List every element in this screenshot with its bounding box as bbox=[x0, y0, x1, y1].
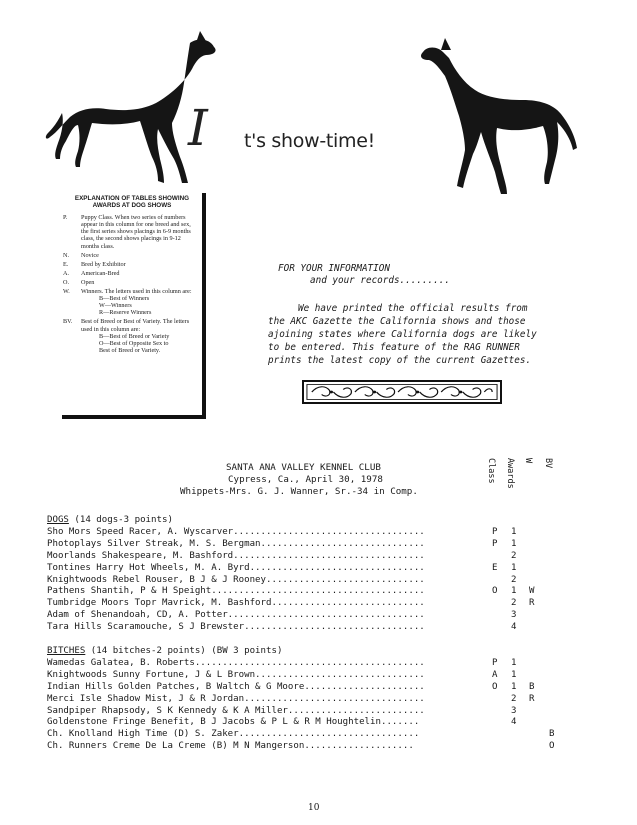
award-cell: 1 bbox=[511, 681, 517, 692]
award-cell: 3 bbox=[511, 610, 517, 621]
result-row bbox=[47, 551, 567, 563]
dog-entry: Sho Mors Speed Racer, A. Wyscarver................................... bbox=[47, 527, 425, 537]
award-cell: 1 bbox=[511, 538, 517, 549]
page-number: 10 bbox=[308, 803, 320, 813]
winners-cell: W bbox=[529, 586, 535, 597]
legend-row-n bbox=[62, 252, 202, 259]
legend-desc bbox=[81, 288, 202, 316]
legend-code: A. bbox=[63, 269, 70, 277]
class-cell: P bbox=[492, 658, 498, 669]
award-cell: 4 bbox=[511, 622, 517, 633]
best-of-breed-cell: O bbox=[549, 741, 555, 752]
award-cell: 1 bbox=[511, 586, 517, 597]
dog-entry: Tumbridge Moors Topr Mavrick, M. Bashford............................ bbox=[47, 598, 425, 609]
legend-title-line2: AWARDS AT DOG SHOWS bbox=[92, 202, 172, 210]
info-para-line: We have printed the official results from bbox=[298, 303, 528, 314]
column-w: W bbox=[523, 458, 533, 464]
dogs-list bbox=[47, 527, 567, 634]
results-table bbox=[47, 515, 567, 753]
result-row bbox=[47, 610, 567, 622]
result-row bbox=[47, 539, 567, 551]
legend-title-line1: EXPLANATION OF TABLES SHOWING bbox=[74, 195, 190, 202]
bitches-label: BITCHES bbox=[47, 646, 86, 657]
title-text: t's show-time! bbox=[244, 130, 375, 152]
info-para-line: to be entered. This feature of the RAG RUNNER bbox=[268, 342, 520, 353]
legend-bv-desc: Best of Breed or Best of Variety. The letters used in this column are: bbox=[81, 318, 190, 333]
club-name: SANTA ANA VALLEY KENNEL CLUB bbox=[226, 462, 381, 473]
class-cell: A bbox=[492, 669, 498, 680]
result-row bbox=[47, 575, 567, 587]
show-header bbox=[180, 462, 418, 498]
best-of-breed-cell: B bbox=[549, 729, 555, 740]
dog-entry: Merci Isle Shadow Mist, J & R Jordan................................. bbox=[47, 693, 425, 704]
breed-judge: Whippets-Mrs. G. J. Wanner, Sr.-34 in Comp. bbox=[180, 486, 418, 497]
legend-w-w: W—Winners bbox=[99, 302, 132, 310]
legend-row-o bbox=[62, 279, 202, 286]
dog-entry: Indian Hills Golden Patches, B Waltch & G Moore...................... bbox=[47, 681, 425, 692]
legend-desc: Novice bbox=[81, 251, 99, 259]
legend-code: O. bbox=[63, 278, 70, 286]
column-bv: BV bbox=[543, 458, 553, 469]
award-cell: 1 bbox=[511, 527, 517, 537]
award-cell: 1 bbox=[511, 669, 517, 680]
show-location-date: Cypress, Ca., April 30, 1978 bbox=[228, 474, 383, 485]
result-row bbox=[47, 694, 567, 706]
legend-row-w bbox=[62, 288, 202, 316]
legend-desc: Puppy Class. When two series of numbers appear in this column for one breed and sex, the first series shows placings in 6-9 months class, the second shows placings in 9-12 months class. bbox=[81, 214, 191, 250]
award-cell: 2 bbox=[511, 550, 517, 561]
legend-bv-o2: Best of Breed or Variety. bbox=[99, 346, 161, 354]
award-cell: 2 bbox=[511, 574, 517, 585]
dog-entry: Adam of Shenandoah, CD, A. Potter.................................... bbox=[47, 610, 425, 621]
legend-row-bv bbox=[62, 318, 202, 353]
dog-entry: Knightwoods Rebel Rouser, B J & J Rooney............................. bbox=[47, 574, 425, 585]
class-cell: P bbox=[492, 538, 498, 549]
result-row bbox=[47, 706, 567, 718]
dog-entry: Tara Hills Scaramouche, S J Brewster................................. bbox=[47, 622, 425, 633]
dogs-note: (14 dogs-3 points) bbox=[68, 515, 173, 525]
info-para-line: prints the latest copy of the current Gazettes. bbox=[268, 355, 532, 366]
bitches-list bbox=[47, 658, 567, 753]
result-row bbox=[47, 741, 567, 753]
dog-entry: Goldenstone Fringe Benefit, B J Jacobs & P L & R M Houghtelin....... bbox=[47, 717, 420, 728]
result-row bbox=[47, 717, 567, 729]
column-class: Class bbox=[486, 458, 496, 484]
dog-entry: Moorlands Shakespeare, M. Bashford................................... bbox=[47, 550, 425, 561]
award-cell: 1 bbox=[511, 658, 517, 669]
winners-cell: B bbox=[529, 681, 535, 692]
legend-box bbox=[62, 193, 206, 419]
award-cell: 4 bbox=[511, 717, 517, 728]
title-script-initial: I bbox=[188, 99, 208, 157]
ornamental-divider bbox=[302, 380, 502, 404]
dog-entry: Ch. Runners Creme De La Creme (B) M N Mangerson.................... bbox=[47, 741, 414, 752]
legend-code: N. bbox=[63, 251, 70, 259]
dog-entry: Photoplays Silver Streak, M. S. Bergman.............................. bbox=[47, 538, 425, 549]
result-row bbox=[47, 563, 567, 575]
class-cell: O bbox=[492, 681, 498, 692]
award-cell: 2 bbox=[511, 598, 517, 609]
legend-bv-o1: O—Best of Opposite Sex to bbox=[99, 339, 169, 347]
legend-code: P. bbox=[63, 214, 68, 222]
class-cell: O bbox=[492, 586, 498, 597]
dog-entry: Wamedas Galatea, B. Roberts.......................................... bbox=[47, 658, 425, 669]
winners-cell: R bbox=[529, 598, 535, 609]
award-cell: 2 bbox=[511, 693, 517, 704]
legend-w-desc: Winners. The letters used in this column are: bbox=[81, 288, 192, 296]
legend-code: W. bbox=[63, 288, 70, 296]
info-para-line: ajoining states where California dogs are likely bbox=[268, 329, 537, 340]
winners-cell: R bbox=[529, 693, 535, 704]
dog-entry: Ch. Knolland High Time (D) S. Zaker................................. bbox=[47, 729, 420, 740]
dog-entry: Pathens Shantih, P & H Speight....................................... bbox=[47, 586, 425, 597]
legend-w-r: R—Reserve Winners bbox=[99, 309, 152, 317]
info-paragraph bbox=[268, 302, 598, 367]
legend-code: BV. bbox=[63, 318, 73, 326]
award-cell: 3 bbox=[511, 705, 517, 716]
info-heading: FOR YOUR INFORMATION bbox=[278, 263, 390, 274]
result-row bbox=[47, 682, 567, 694]
legend-code: E. bbox=[63, 260, 69, 268]
result-row bbox=[47, 729, 567, 741]
result-row bbox=[47, 586, 567, 598]
award-cell: 1 bbox=[511, 562, 517, 573]
legend-title bbox=[62, 195, 202, 209]
dogs-section-heading bbox=[47, 515, 567, 527]
legend-desc: Bred by Exhibitor bbox=[81, 260, 126, 268]
result-row bbox=[47, 527, 567, 539]
legend-row-e bbox=[62, 261, 202, 268]
result-row bbox=[47, 670, 567, 682]
dog-entry: Knightwoods Sunny Fortune, J & L Brown............................... bbox=[47, 669, 425, 680]
column-awards: Awards bbox=[505, 458, 515, 489]
whippet-right-icon bbox=[415, 28, 580, 198]
legend-desc: Open bbox=[81, 278, 95, 286]
bitches-section-heading bbox=[47, 646, 567, 658]
legend-w-b: B—Best of Winners bbox=[99, 295, 150, 303]
bitches-note: (14 bitches-2 points) (BW 3 points) bbox=[85, 646, 283, 657]
dog-entry: Tontines Harry Hot Wheels, M. A. Byrd................................ bbox=[47, 562, 425, 573]
class-cell: P bbox=[492, 527, 498, 537]
info-subheading: and your records......... bbox=[310, 275, 450, 286]
dogs-label: DOGS bbox=[47, 515, 69, 525]
legend-row-p bbox=[62, 214, 202, 249]
class-cell: E bbox=[492, 562, 498, 573]
info-para-line: the AKC Gazette the California shows and those bbox=[268, 316, 526, 327]
legend-bv-b: B—Best of Breed or Variety bbox=[99, 332, 170, 340]
legend-desc: American-Bred bbox=[81, 269, 120, 277]
result-row bbox=[47, 658, 567, 670]
result-row bbox=[47, 622, 567, 634]
legend-desc bbox=[81, 318, 202, 353]
dog-entry: Sandpiper Rhapsody, S K Kennedy & K A Miller......................... bbox=[47, 705, 425, 716]
result-row bbox=[47, 598, 567, 610]
legend-row-a bbox=[62, 270, 202, 277]
